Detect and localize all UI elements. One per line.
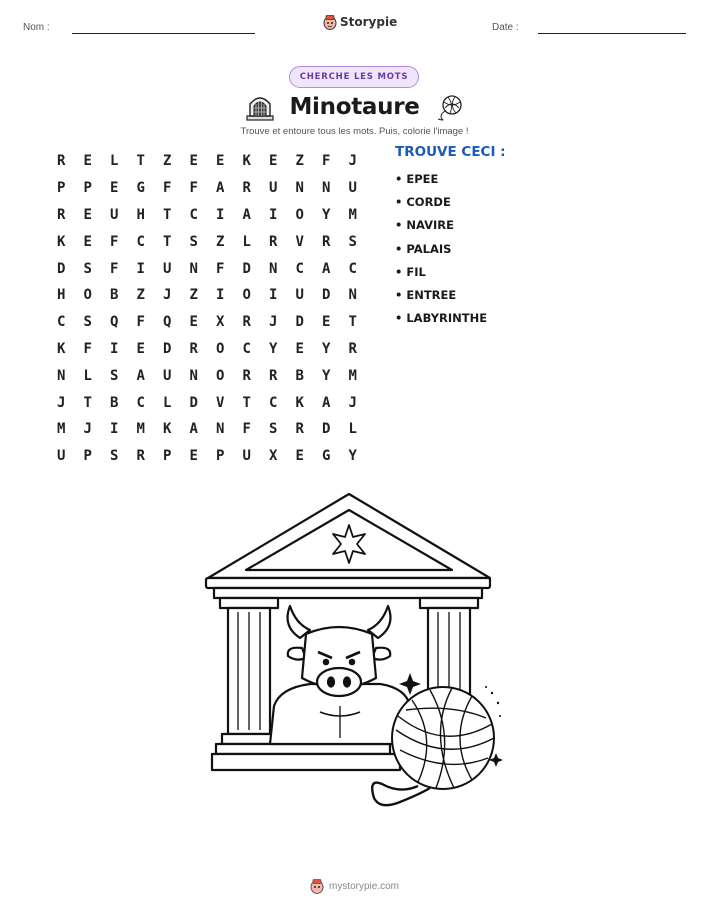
grid-letter[interactable]: E <box>110 180 119 197</box>
labyrinth-gate-icon <box>245 92 275 122</box>
grid-letter[interactable]: N <box>216 421 225 438</box>
activity-badge <box>289 66 419 88</box>
grid-letter[interactable]: Y <box>322 340 331 357</box>
grid-letter[interactable]: E <box>83 153 92 170</box>
grid-letter[interactable]: A <box>322 260 331 277</box>
grid-letter[interactable]: I <box>269 206 278 223</box>
grid-letter[interactable]: G <box>136 180 145 197</box>
grid-letter[interactable]: I <box>269 287 278 304</box>
grid-letter[interactable]: F <box>216 260 225 277</box>
grid-letter[interactable]: L <box>110 153 119 170</box>
grid-letter[interactable]: E <box>322 314 331 331</box>
grid-letter[interactable]: Y <box>269 340 278 357</box>
grid-letter[interactable]: N <box>269 260 278 277</box>
grid-letter[interactable]: E <box>136 340 145 357</box>
grid-letter[interactable]: R <box>322 233 331 250</box>
grid-letter[interactable]: K <box>57 233 66 250</box>
word-list-item: • CORDE <box>395 195 451 210</box>
grid-letter[interactable]: P <box>216 448 225 465</box>
date-line <box>538 33 686 34</box>
grid-letter[interactable]: F <box>322 153 331 170</box>
grid-letter[interactable]: E <box>216 153 225 170</box>
grid-letter[interactable]: B <box>295 367 304 384</box>
grid-letter[interactable]: U <box>57 448 66 465</box>
grid-letter[interactable]: T <box>136 153 145 170</box>
grid-letter[interactable]: J <box>269 314 278 331</box>
grid-letter[interactable]: I <box>136 260 145 277</box>
grid-letter[interactable]: C <box>136 394 145 411</box>
grid-letter[interactable]: R <box>136 448 145 465</box>
grid-letter[interactable]: E <box>189 314 198 331</box>
grid-letter[interactable]: D <box>189 394 198 411</box>
word-list-item: • FIL <box>395 264 426 279</box>
grid-letter[interactable]: S <box>348 233 357 250</box>
grid-letter[interactable]: O <box>216 367 225 384</box>
grid-letter[interactable]: R <box>295 421 304 438</box>
grid-letter[interactable]: X <box>269 448 278 465</box>
grid-letter[interactable]: T <box>163 206 172 223</box>
grid-letter[interactable]: D <box>295 314 304 331</box>
grid-letter[interactable]: U <box>242 448 251 465</box>
grid-letter[interactable]: C <box>269 394 278 411</box>
grid-letter[interactable]: R <box>57 153 66 170</box>
name-line <box>72 33 255 34</box>
grid-letter[interactable]: J <box>83 421 92 438</box>
grid-letter[interactable]: Q <box>110 314 119 331</box>
grid-letter[interactable]: E <box>189 153 198 170</box>
grid-letter[interactable]: B <box>110 394 119 411</box>
grid-letter[interactable]: F <box>242 421 251 438</box>
grid-letter[interactable]: G <box>322 448 331 465</box>
grid-letter[interactable]: E <box>269 153 278 170</box>
grid-letter[interactable]: L <box>163 394 172 411</box>
grid-letter[interactable]: R <box>57 206 66 223</box>
grid-letter[interactable]: Q <box>163 314 172 331</box>
yarn-ball-icon <box>434 92 464 122</box>
grid-letter[interactable]: P <box>163 448 172 465</box>
grid-letter[interactable]: I <box>216 287 225 304</box>
grid-letter[interactable]: J <box>57 394 66 411</box>
grid-letter[interactable]: A <box>216 180 225 197</box>
grid-letter[interactable]: V <box>216 394 225 411</box>
grid-letter[interactable]: N <box>322 180 331 197</box>
grid-letter[interactable]: O <box>242 287 251 304</box>
grid-letter[interactable]: N <box>189 367 198 384</box>
grid-letter[interactable]: R <box>242 180 251 197</box>
grid-letter[interactable]: E <box>83 206 92 223</box>
grid-letter[interactable]: J <box>348 394 357 411</box>
grid-letter[interactable]: F <box>189 180 198 197</box>
date-label: Date : <box>492 22 519 33</box>
grid-letter[interactable]: P <box>57 180 66 197</box>
grid-letter[interactable]: U <box>295 287 304 304</box>
grid-letter[interactable]: D <box>57 260 66 277</box>
grid-letter[interactable]: T <box>83 394 92 411</box>
grid-letter[interactable]: R <box>269 233 278 250</box>
grid-letter[interactable]: P <box>83 448 92 465</box>
brand <box>323 14 397 30</box>
grid-letter[interactable]: R <box>269 367 278 384</box>
grid-letter[interactable]: M <box>57 421 66 438</box>
header <box>0 14 709 40</box>
grid-letter[interactable]: E <box>189 448 198 465</box>
grid-letter[interactable]: I <box>216 206 225 223</box>
grid-letter[interactable]: Z <box>295 153 304 170</box>
grid-letter[interactable]: X <box>216 314 225 331</box>
storypie-logo-icon <box>310 878 324 894</box>
grid-letter[interactable]: K <box>57 340 66 357</box>
grid-letter[interactable]: U <box>348 180 357 197</box>
grid-letter[interactable]: N <box>348 287 357 304</box>
grid-letter[interactable]: N <box>295 180 304 197</box>
grid-letter[interactable]: Z <box>163 153 172 170</box>
grid-letter[interactable]: T <box>348 314 357 331</box>
word-list <box>395 172 595 334</box>
grid-letter[interactable]: I <box>110 421 119 438</box>
grid-letter[interactable]: R <box>242 367 251 384</box>
grid-letter[interactable]: Y <box>322 367 331 384</box>
grid-letter[interactable]: C <box>295 260 304 277</box>
grid-letter[interactable]: B <box>110 287 119 304</box>
grid-letter[interactable]: R <box>242 314 251 331</box>
grid-letter[interactable]: M <box>348 367 357 384</box>
grid-letter[interactable]: V <box>295 233 304 250</box>
grid-letter[interactable]: D <box>242 260 251 277</box>
grid-letter[interactable]: H <box>57 287 66 304</box>
grid-letter[interactable]: I <box>110 340 119 357</box>
grid-letter[interactable]: A <box>322 394 331 411</box>
grid-letter[interactable]: H <box>136 206 145 223</box>
grid-letter[interactable]: Z <box>216 233 225 250</box>
footer <box>0 878 709 894</box>
grid-letter[interactable]: S <box>83 314 92 331</box>
grid-letter[interactable]: S <box>269 421 278 438</box>
word-list-item: • NAVIRE <box>395 218 454 233</box>
grid-letter[interactable]: T <box>163 233 172 250</box>
grid-letter[interactable]: O <box>83 287 92 304</box>
grid-letter[interactable]: M <box>348 206 357 223</box>
word-search-grid[interactable] <box>48 148 366 470</box>
grid-letter[interactable]: N <box>189 260 198 277</box>
word-list-item: • LABYRINTHE <box>395 311 488 326</box>
storypie-logo-icon <box>323 14 337 30</box>
word-list-panel <box>395 144 595 334</box>
grid-letter[interactable]: A <box>136 367 145 384</box>
minotaur-temple-yarn-illustration <box>200 488 510 818</box>
word-list-item: • ENTREE <box>395 287 457 302</box>
grid-letter[interactable]: D <box>322 287 331 304</box>
grid-letter[interactable]: Y <box>348 448 357 465</box>
grid-letter[interactable]: J <box>163 287 172 304</box>
grid-letter[interactable]: C <box>57 314 66 331</box>
grid-letter[interactable]: N <box>57 367 66 384</box>
grid-letter[interactable]: L <box>83 367 92 384</box>
grid-letter[interactable]: J <box>348 153 357 170</box>
grid-letter[interactable]: Z <box>136 287 145 304</box>
grid-letter[interactable]: L <box>242 233 251 250</box>
grid-letter[interactable]: F <box>110 260 119 277</box>
page-title: Minotaure <box>289 94 420 120</box>
grid-letter[interactable]: L <box>348 421 357 438</box>
brand-name: Storypie <box>340 15 398 29</box>
grid-letter[interactable]: S <box>83 260 92 277</box>
grid-letter[interactable]: A <box>242 206 251 223</box>
grid-letter[interactable]: D <box>322 421 331 438</box>
grid-letter[interactable]: K <box>163 421 172 438</box>
grid-letter[interactable]: E <box>295 340 304 357</box>
grid-letter[interactable]: T <box>242 394 251 411</box>
grid-letter[interactable]: C <box>189 206 198 223</box>
grid-letter[interactable]: R <box>189 340 198 357</box>
footer-url: mystorypie.com <box>328 880 399 892</box>
grid-letter[interactable]: A <box>189 421 198 438</box>
grid-letter[interactable]: F <box>83 340 92 357</box>
grid-letter[interactable]: C <box>348 260 357 277</box>
word-list-item: • EPEE <box>395 172 439 186</box>
badge-label: CHERCHE LES MOTS <box>299 72 409 82</box>
name-label: Nom : <box>23 22 50 33</box>
word-list-title: TROUVE CECI : <box>395 144 506 160</box>
grid-letter[interactable]: Z <box>189 287 198 304</box>
title-row <box>0 90 709 124</box>
grid-letter[interactable]: U <box>110 206 119 223</box>
grid-letter[interactable]: F <box>136 314 145 331</box>
instructions: Trouve et entoure tous les mots. Puis, colorie l'image ! <box>240 126 469 137</box>
grid-letter[interactable]: U <box>163 260 172 277</box>
grid-letter[interactable]: F <box>163 180 172 197</box>
grid-letter[interactable]: S <box>110 448 119 465</box>
grid-letter[interactable]: O <box>216 340 225 357</box>
grid-letter[interactable]: P <box>83 180 92 197</box>
grid-letter[interactable]: U <box>269 180 278 197</box>
grid-letter[interactable]: S <box>110 367 119 384</box>
grid-letter[interactable]: M <box>136 421 145 438</box>
grid-letter[interactable]: R <box>348 340 357 357</box>
grid-letter[interactable]: U <box>163 367 172 384</box>
grid-letter[interactable]: D <box>163 340 172 357</box>
grid-letter[interactable]: C <box>242 340 251 357</box>
grid-letter[interactable]: Y <box>322 206 331 223</box>
grid-letter[interactable]: O <box>295 206 304 223</box>
grid-letter[interactable]: C <box>136 233 145 250</box>
grid-letter[interactable]: K <box>295 394 304 411</box>
grid-letter[interactable]: E <box>83 233 92 250</box>
grid-letter[interactable]: F <box>110 233 119 250</box>
grid-letter[interactable]: K <box>242 153 251 170</box>
grid-letter[interactable]: E <box>295 448 304 465</box>
word-list-item: • PALAIS <box>395 241 452 256</box>
grid-letter[interactable]: S <box>189 233 198 250</box>
